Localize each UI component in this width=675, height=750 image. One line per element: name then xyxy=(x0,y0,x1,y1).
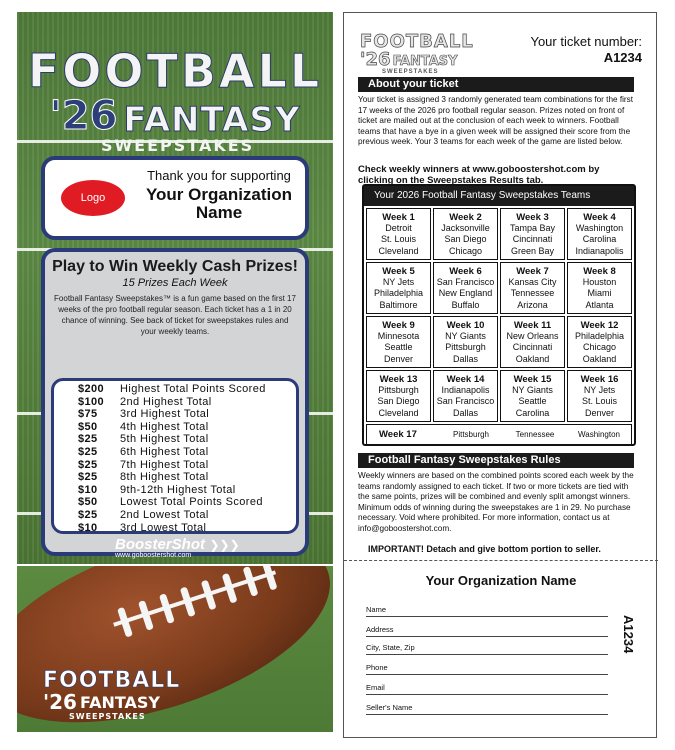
support-box xyxy=(41,156,309,240)
team-name: San Diego xyxy=(377,396,420,407)
team-name: Carolina xyxy=(582,234,617,245)
team-name: Kansas City xyxy=(508,277,557,288)
team-name: Jacksonville xyxy=(441,223,490,234)
team-name: Chicago xyxy=(448,245,483,256)
team-name: St. Louis xyxy=(581,396,618,407)
team-name: San Diego xyxy=(444,234,487,245)
team-name: Pittsburgh xyxy=(378,385,419,396)
prize-amount: $10 xyxy=(78,521,98,534)
prize-label: Highest Total Points Scored xyxy=(120,383,266,395)
team-name: Philadelphia xyxy=(574,331,625,342)
prize-label: 3rd Highest Total xyxy=(120,408,210,421)
teams-header: Your 2026 Football Fantasy Sweepstakes Teams xyxy=(364,186,634,206)
brand-fantasy-back: FANTASY xyxy=(392,54,458,69)
stub-field-address[interactable]: Address xyxy=(366,625,608,637)
check-winners-text: Check weekly winners at www.goboostershot.com by clicking on the Sweepstakes Results tab. xyxy=(358,164,600,186)
org-logo-placeholder: Logo xyxy=(61,180,125,216)
brand-sweepstakes-small: SWEEPSTAKES xyxy=(69,712,146,721)
brand-logo-small xyxy=(43,670,183,721)
week17-label: Week 17 xyxy=(379,429,417,440)
week-label: Week 6 xyxy=(449,266,482,277)
team-name: Chicago xyxy=(582,342,617,353)
boostershot-url: www.goboostershot.com xyxy=(115,552,192,559)
week-cell xyxy=(366,208,431,260)
week-label: Week 4 xyxy=(583,212,616,223)
field-background xyxy=(17,12,333,564)
week17-team: Washington xyxy=(578,430,620,439)
week-cell xyxy=(500,262,565,314)
week-label: Week 12 xyxy=(580,320,619,331)
prize-amount: $25 xyxy=(78,433,98,446)
team-name: Tennessee xyxy=(510,288,555,299)
stub-field-email[interactable]: Email xyxy=(366,683,608,695)
team-name: Green Bay xyxy=(510,245,555,256)
ticket-number: A1234 xyxy=(603,50,642,65)
week-label: Week 5 xyxy=(382,266,415,277)
stub-ticket-number: A1234 xyxy=(621,615,636,654)
team-name: Cincinnati xyxy=(512,342,553,353)
team-name: Carolina xyxy=(515,407,550,418)
prize-amount: $25 xyxy=(78,445,98,458)
prize-row xyxy=(78,408,288,421)
team-name: Seattle xyxy=(384,342,413,353)
team-name: Denver xyxy=(383,353,413,364)
week-cell xyxy=(433,262,498,314)
brand-title-small: FOOTBALL xyxy=(43,668,181,693)
team-name: Denver xyxy=(584,407,614,418)
prize-row xyxy=(78,509,288,522)
brand-sweepstakes: SWEEPSTAKES xyxy=(101,136,255,155)
prize-amount: $200 xyxy=(78,383,105,395)
ticket-number-label: Your ticket number: xyxy=(530,34,642,49)
brand-logo xyxy=(17,46,333,155)
brand-title: FOOTBALL xyxy=(27,44,323,98)
prize-label: 2nd Highest Total xyxy=(120,395,212,408)
team-name: San Francisco xyxy=(436,277,495,288)
ticket-back xyxy=(343,12,657,738)
rules-text: Weekly winners are based on the combined points scored each week by the teams randomly assigned to each ticket. If two or more tickets are tied with the same points, prizes will be combined and evenly split amongst winners. Minimum odds of winning during the sweepstakes are 1 in 29. No purchase necessary. Void where prohibited. For more information, contact us at info@goboostershot.com. xyxy=(358,471,634,533)
week-label: Week 8 xyxy=(583,266,616,277)
prize-amount: $75 xyxy=(78,408,98,421)
prize-label: 9th-12th Highest Total xyxy=(120,483,236,496)
prize-label: 5th Highest Total xyxy=(120,433,209,446)
team-name: Oakland xyxy=(515,353,550,364)
team-name: NY Giants xyxy=(445,331,486,342)
football-photo xyxy=(17,566,333,732)
team-name: Miami xyxy=(587,288,612,299)
prize-amount: $25 xyxy=(78,471,98,484)
stub-field-seller-s-name[interactable]: Seller's Name xyxy=(366,703,608,715)
team-name: Dallas xyxy=(452,407,478,418)
prize-label: 6th Highest Total xyxy=(120,445,209,458)
week-cell xyxy=(500,370,565,422)
team-name: Baltimore xyxy=(379,299,418,310)
brand-sweepstakes-back: SWEEPSTAKES xyxy=(382,69,439,75)
stub-org-name: Your Organization Name xyxy=(425,573,577,588)
brand-year-back: '26 xyxy=(360,49,391,70)
team-name: Dallas xyxy=(452,353,478,364)
stub-field-city-state-zip[interactable]: City, State, Zip xyxy=(366,643,608,655)
prize-label: 3rd Lowest Total xyxy=(120,521,207,534)
week-label: Week 10 xyxy=(446,320,485,331)
prize-row xyxy=(78,522,288,535)
week-label: Week 13 xyxy=(379,374,418,385)
teams-table xyxy=(362,184,636,446)
week-label: Week 16 xyxy=(580,374,619,385)
week-label: Week 1 xyxy=(382,212,415,223)
boostershot-name: BoosterShot xyxy=(115,536,205,553)
prize-amount: $25 xyxy=(78,458,98,471)
prize-row xyxy=(78,396,288,409)
important-note: IMPORTANT! Detach and give bottom portion to seller. xyxy=(368,544,601,554)
prize-label: 2nd Lowest Total xyxy=(120,508,209,521)
week-label: Week 7 xyxy=(516,266,549,277)
chevron-right-icon: ❯❯❯ xyxy=(209,538,240,552)
team-name: Tampa Bay xyxy=(509,223,556,234)
week-label: Week 14 xyxy=(446,374,485,385)
week17-team: Tennessee xyxy=(515,430,555,439)
team-name: NY Jets xyxy=(382,277,415,288)
team-name: Oakland xyxy=(582,353,617,364)
support-thanks: Thank you for supporting xyxy=(147,168,291,183)
team-name: Seattle xyxy=(518,396,547,407)
prize-row xyxy=(78,484,288,497)
week-label: Week 15 xyxy=(513,374,552,385)
brand-title-back: FOOTBALL xyxy=(360,31,474,52)
prize-amount: $50 xyxy=(78,420,98,433)
rules-header: Football Fantasy Sweepstakes Rules xyxy=(358,453,634,468)
week17-row xyxy=(366,424,632,445)
teams-grid xyxy=(364,206,634,424)
perforation-line xyxy=(344,560,658,561)
prize-label: 7th Highest Total xyxy=(120,458,209,471)
brand-year: '26 xyxy=(49,93,118,139)
prize-row xyxy=(78,421,288,434)
stub-field-phone[interactable]: Phone xyxy=(366,663,608,675)
team-name: NY Giants xyxy=(512,385,553,396)
team-name: Arizona xyxy=(517,299,548,310)
team-name: Washington xyxy=(575,223,624,234)
team-name: NY Jets xyxy=(583,385,616,396)
prize-amount: $50 xyxy=(78,496,98,509)
team-name: Indianapolis xyxy=(441,385,490,396)
play-description: Football Fantasy Sweepstakes™ is a fun game based on the first 17 weeks of the pro football regular season. Each ticket has a 1 in 20 chance of winning. See back of ticket for sweepstakes rules and your weekly teams. xyxy=(54,294,296,336)
week-cell xyxy=(433,208,498,260)
boostershot-logo xyxy=(115,536,245,559)
brand-logo-back xyxy=(360,33,474,75)
team-name: Atlanta xyxy=(585,299,614,310)
brand-year-small: '26 xyxy=(43,690,77,714)
prize-row xyxy=(78,496,288,509)
prize-row xyxy=(78,471,288,484)
prize-label: Lowest Total Points Scored xyxy=(120,496,263,509)
team-name: New Orleans xyxy=(506,331,559,342)
stub-field-name[interactable]: Name xyxy=(366,605,608,617)
prize-row xyxy=(78,459,288,472)
week-cell xyxy=(567,316,632,368)
prize-amount: $10 xyxy=(78,483,98,496)
team-name: Buffalo xyxy=(451,299,480,310)
prize-row xyxy=(78,383,288,396)
prize-label: 8th Highest Total xyxy=(120,471,209,484)
team-name: Cleveland xyxy=(378,407,419,418)
play-subtitle: 15 Prizes Each Week xyxy=(122,277,228,289)
team-name: Indianapolis xyxy=(575,245,624,256)
ticket-front xyxy=(17,12,333,732)
team-name: Cleveland xyxy=(378,245,419,256)
week-cell xyxy=(567,208,632,260)
week-cell xyxy=(433,370,498,422)
week-label: Week 11 xyxy=(513,320,552,331)
prize-label: 4th Highest Total xyxy=(120,420,209,433)
week-cell xyxy=(500,316,565,368)
prize-amount: $100 xyxy=(78,395,105,408)
team-name: San Francisco xyxy=(436,396,495,407)
about-text: Your ticket is assigned 3 randomly generated team combinations for the first 17 weeks of the 2026 pro football regular season. Prizes noted on front of ticket are mailed out at the conclusion of each week to winners. Football teams that have a bye in a given week will be assigned their score from the previous week. Your 3 teams for each week of the game are listed below. xyxy=(358,95,634,147)
week-cell xyxy=(433,316,498,368)
team-name: Detroit xyxy=(385,223,412,234)
week-cell xyxy=(366,262,431,314)
week-cell xyxy=(366,370,431,422)
team-name: Philadelphia xyxy=(373,288,424,299)
team-name: Minnesota xyxy=(377,331,420,342)
week-label: Week 9 xyxy=(382,320,415,331)
brand-fantasy: FANTASY xyxy=(123,100,301,140)
prize-row xyxy=(78,433,288,446)
prize-list xyxy=(51,378,299,534)
support-org-name: Your Organization Name xyxy=(145,185,293,222)
prize-amount: $25 xyxy=(78,508,98,521)
week17-team: Pittsburgh xyxy=(452,430,490,439)
week-cell xyxy=(567,262,632,314)
about-header: About your ticket xyxy=(358,77,634,92)
team-name: New England xyxy=(438,288,493,299)
week-label: Week 3 xyxy=(516,212,549,223)
prize-box xyxy=(41,248,309,559)
week-cell xyxy=(567,370,632,422)
team-name: Pittsburgh xyxy=(445,342,486,353)
team-name: Houston xyxy=(582,277,617,288)
play-title: Play to Win Weekly Cash Prizes! xyxy=(52,258,298,275)
team-name: Cincinnati xyxy=(512,234,553,245)
week-label: Week 2 xyxy=(449,212,482,223)
prize-row xyxy=(78,446,288,459)
brand-fantasy-small: FANTASY xyxy=(79,693,160,712)
week-cell xyxy=(500,208,565,260)
team-name: St. Louis xyxy=(380,234,417,245)
week-cell xyxy=(366,316,431,368)
